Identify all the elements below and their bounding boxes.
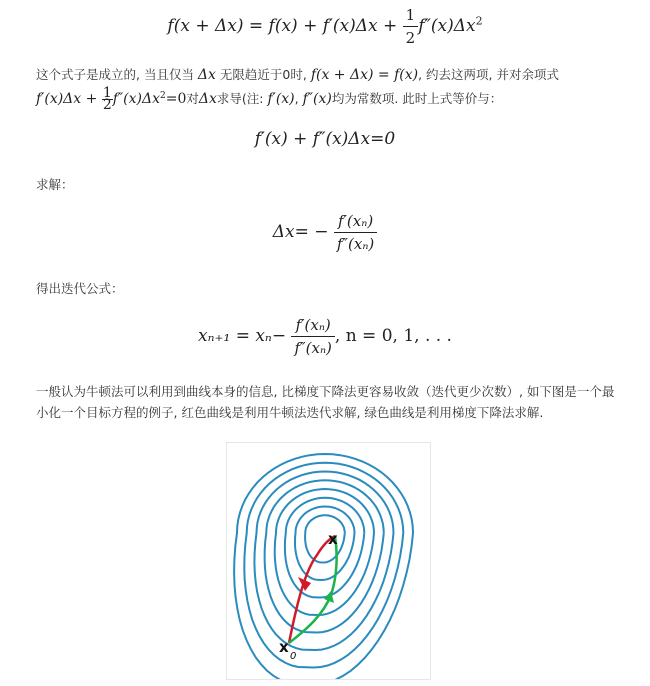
- inline-exponent: 2: [160, 91, 166, 101]
- equation-taylor-rhs-a: f(x) + f′(x)Δx +: [268, 16, 403, 36]
- inline-fraction-numerator: 1: [102, 85, 112, 102]
- inline-math: f″(x)Δx: [112, 91, 160, 108]
- fraction-numerator: f′(xₙ): [334, 212, 377, 233]
- paragraph-text: , 约去这两项, 并对余项式: [418, 67, 559, 82]
- fraction-half: [403, 6, 419, 47]
- equation-delta-x-fraction: [334, 212, 377, 253]
- equation-taylor-lhs: f(x + Δx) =: [167, 16, 269, 36]
- paragraph-newton-vs-gradient: 一般认为牛顿法可以利用到曲线本身的信息, 比梯度下降法更容易收敛（迭代更少次数）, 如下图是一个最小化一个目标方程的例子, 红色曲线是利用牛顿法迭代求解, 绿色曲线是利用梯度下降法求解.: [36, 384, 615, 420]
- equation-taylor-exponent: 2: [475, 14, 483, 28]
- equation-taylor-rhs-b: f″(x)Δx: [418, 16, 476, 36]
- end-point-label: x: [328, 530, 338, 548]
- paragraph-text: 无限趋近于0时,: [215, 67, 311, 82]
- equation-delta-x-lhs: Δx= −: [272, 222, 334, 242]
- equation-iteration-tail: , n = 0, 1, . . .: [334, 326, 452, 346]
- inline-math: f′(x): [267, 91, 295, 108]
- start-point-subscript: 0: [290, 651, 297, 662]
- fraction-half-numerator: 1: [403, 6, 419, 27]
- paragraph-text: 对: [186, 91, 199, 107]
- label-iteration: 得出迭代公式：: [36, 281, 124, 296]
- inline-math: f′(x)Δx +: [36, 91, 102, 108]
- paragraph-condition: [36, 64, 626, 114]
- fraction-numerator: f′(xₙ): [291, 316, 334, 337]
- paragraph-text: 求导(注:: [216, 91, 268, 107]
- equation-taylor: [0, 6, 650, 47]
- inline-math: =0: [165, 91, 187, 108]
- contour-line: [275, 489, 374, 615]
- paragraph-text: 这个式子是成立的, 当且仅当: [36, 67, 198, 82]
- label-solve: 求解：: [36, 177, 74, 192]
- fraction-denominator: f″(xₙ): [294, 339, 332, 357]
- inline-fraction-denominator: 2: [102, 97, 112, 114]
- inline-math: Δx: [198, 91, 217, 108]
- inline-math: f″(x): [302, 91, 332, 108]
- equation-iteration-lhs: xₙ₊₁ = xₙ−: [198, 326, 292, 346]
- figure-contour-optimization: [226, 442, 431, 680]
- inline-math: f(x + Δx) = f(x): [310, 67, 419, 83]
- equation-iteration-fraction: [291, 316, 334, 357]
- equation-iteration: [0, 316, 650, 357]
- contour-lines: [234, 454, 413, 679]
- contour-plot: [227, 443, 430, 679]
- paragraph-text: ,: [294, 91, 303, 107]
- paragraph-text: 均为常数项. 此时上式等价与：: [331, 91, 503, 107]
- start-point-label: x: [279, 638, 289, 656]
- inline-fraction-half: [102, 85, 113, 114]
- fraction-denominator: f″(xₙ): [336, 235, 375, 253]
- inline-math: Δx: [197, 67, 216, 83]
- equation-delta-x: [0, 212, 650, 253]
- contour-line: [305, 515, 345, 562]
- equation-derivative: f′(x) + f″(x)Δx=0: [254, 129, 396, 149]
- fraction-half-denominator: 2: [405, 29, 416, 47]
